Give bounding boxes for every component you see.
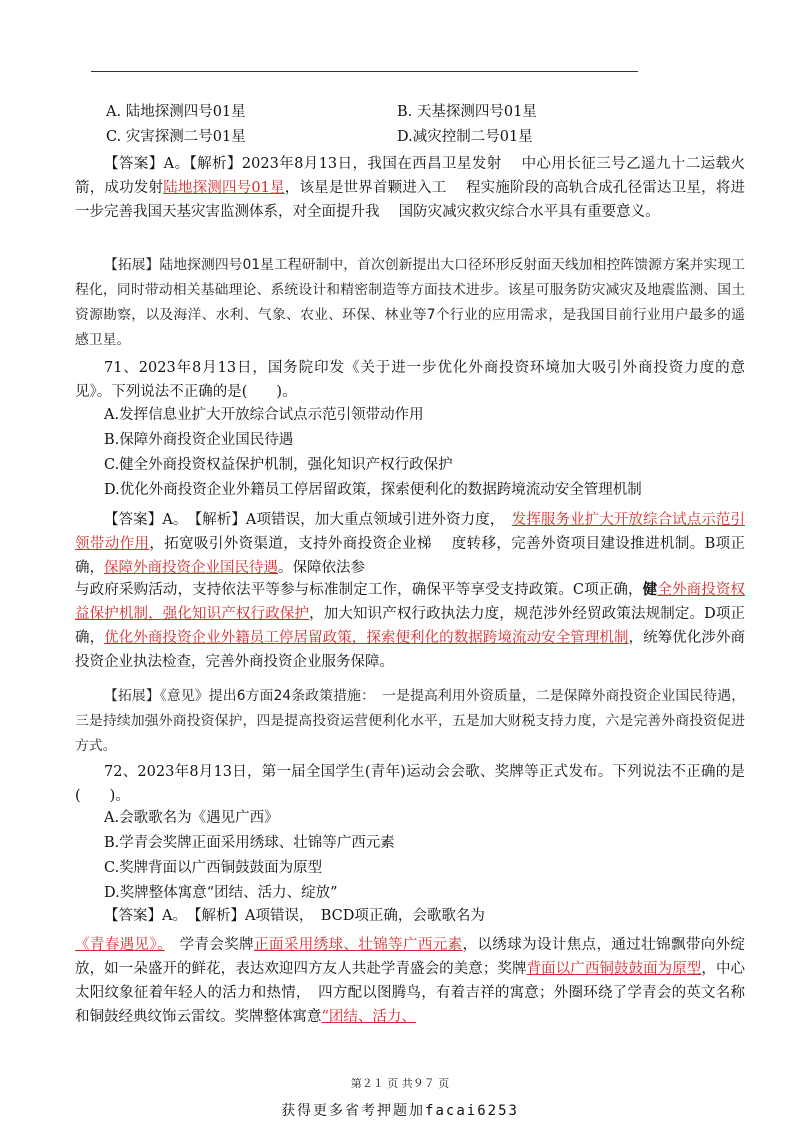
q71-option-d: D.优化外商投资企业外籍员工停居留政策，探索便利化的数据跨境流动安全管理机制 [104, 482, 642, 498]
q70-option-c: C. 灾害探测二号01星 [106, 129, 246, 145]
q71-answer-highlight-2: 保障外商投资企业国民待遇 [104, 560, 278, 576]
q72-answer-text-1: 学青会奖牌 [164, 937, 255, 953]
q72-answer-highlight-3: 背面以广西铜鼓鼓面为原型 [526, 961, 702, 977]
q72-answer-text-2: ，以绣球为设计焦点，通过壮锦飘带向外绽放，如一朵盛开的鲜花，表达欢迎四方友人共赴学青盛会的美意；奖牌 [75, 937, 746, 977]
q71-answer-continued [75, 578, 745, 674]
q71-answer [75, 508, 745, 580]
q70-answer-highlight-1: 陆地探测四号01星 [163, 180, 285, 196]
q71-extension: 【拓展】《意见》提出6方面24条政策措施： 一是提高利用外资质量，二是保障外商投资企业国民待遇，三是持续加强外商投资保护，四是提高投资运营便利化水平，五是加大财税支持力度，六是完善外商投资促进方式。 [75, 688, 745, 754]
q71-option-c: C.健全外商投资权益保护机制，强化知识产权行政保护 [104, 457, 453, 473]
q71-option-a: A.发挥信息业扩大开放综合试点示范引领带动作用 [104, 407, 424, 423]
q70-answer [75, 152, 745, 224]
q72-option-a: A.会歌歌名为《遇见广西》 [104, 810, 279, 826]
q72-option-c: C.奖牌背面以广西铜鼓鼓面为原型 [104, 860, 323, 876]
q72-question: 72、2023年8月13日，第一届全国学生(青年)运动会会歌、奖牌等正式发布。下列说法不正确的是( )。 [75, 764, 745, 804]
q71-answer-highlight-4: 优化外商投资企业外籍员工停居留政策，探索便利化的数据跨境流动安全管理机制 [104, 630, 629, 646]
q70-extension: 【拓展】陆地探测四号01星工程研制中，首次创新提出大口径环形反射面天线加相控阵馈源方案并实现工程化，同时带动相关基础理论、系统设计和精密制造等方面技术进步。该星可服务防灾减灾及地震监测、国土资源勘察，以及海洋、水利、气象、农业、环保、林业等7个行业的应用需求，是我国目前行业用户最多的遥感卫星。 [75, 257, 745, 348]
q70-option-b: B. 天基探测四号01星 [397, 104, 537, 120]
q72-answer-line: 【答案】A。 【解析】A项错误， BCD项正确，会歌歌名为 [104, 908, 485, 924]
promo-text: 获得更多省考押题加facai6253 [281, 1103, 519, 1119]
q71-answer-text-1: 【答案】A。 【解析】A项错误，加大重点领域引进外资力度， [104, 512, 512, 528]
q71-answer-highlight-1: 发挥服务业扩大开放综合试点示范引领带动作用 [75, 512, 745, 552]
q71-answer-text-4: 与政府采购活动，支持依法平等参与标准制定工作，确保平等享受支持政策。C项正确， [75, 582, 643, 598]
q71-question: 71、2023年8月13日，国务院印发《关于进一步优化外商投资环境加大吸引外商投资力度的意见》。下列说法不正确的是( )。 [75, 360, 745, 400]
q71-answer-text-3: 。保障依法参 [278, 560, 365, 576]
q71-answer-bold: 健 [642, 581, 658, 598]
q72-answer-highlight-4: “团结、活力、 [321, 1009, 416, 1025]
q71-option-b: B.保障外商投资企业国民待遇 [104, 432, 294, 448]
q72-option-d: D.奖牌整体寓意“团结、活力、绽放” [104, 885, 338, 901]
q70-option-d: D.减灾控制二号01星 [397, 129, 533, 145]
q71-answer-text-6: ，统筹优化涉外商投资企业执法检查，完善外商投资企业服务保障。 [75, 630, 746, 670]
q72-answer-highlight-2: 正面采用绣球、壮锦等广西元素 [254, 937, 463, 953]
q70-answer-text-1: 【答案】A。【解析】2023年8月13日，我国在西昌卫星发射 中心用长征三号乙遥九十二运载火箭，成功发射 [75, 156, 745, 196]
q71-answer-highlight-3: 全外商投资权益保护机制，强化知识产权行政保护 [75, 582, 746, 622]
header-rule [91, 71, 638, 72]
q70-answer-text-2: ，该星是世界首颗进入工 程实施阶段的高轨合成孔径雷达卫星，将进一步完善我国天基灾害监测体系，对全面提升我 国防灾减灾救灾综合水平具有重要意义。 [75, 180, 746, 220]
q72-answer-highlight-1: 《青春遇见》。 [75, 937, 165, 953]
q72-answer-text-3: ，中心太阳纹象征着年轻人的活力和热情， 四方配以图腾鸟，有着吉祥的寓意；外圈环绕了学青会的英文名称和铜鼓经典纹饰云雷纹。奖牌整体寓意 [75, 961, 746, 1025]
page-number: 第２１ 页 共９７ 页 [350, 1077, 450, 1090]
q71-answer-text-2: ，拓宽吸引外资渠道，支持外商投资企业梯 度转移，完善外资项目建设推进机制。B项正确， [75, 536, 745, 576]
q71-answer-text-5: ，加大知识产权行政执法力度，规范涉外经贸政策法规制定。D项正确， [75, 606, 746, 646]
q72-answer [75, 933, 745, 1029]
q70-option-a: A. 陆地探测四号01星 [106, 104, 246, 120]
q72-option-b: B.学青会奖牌正面采用绣球、壮锦等广西元素 [104, 835, 395, 851]
